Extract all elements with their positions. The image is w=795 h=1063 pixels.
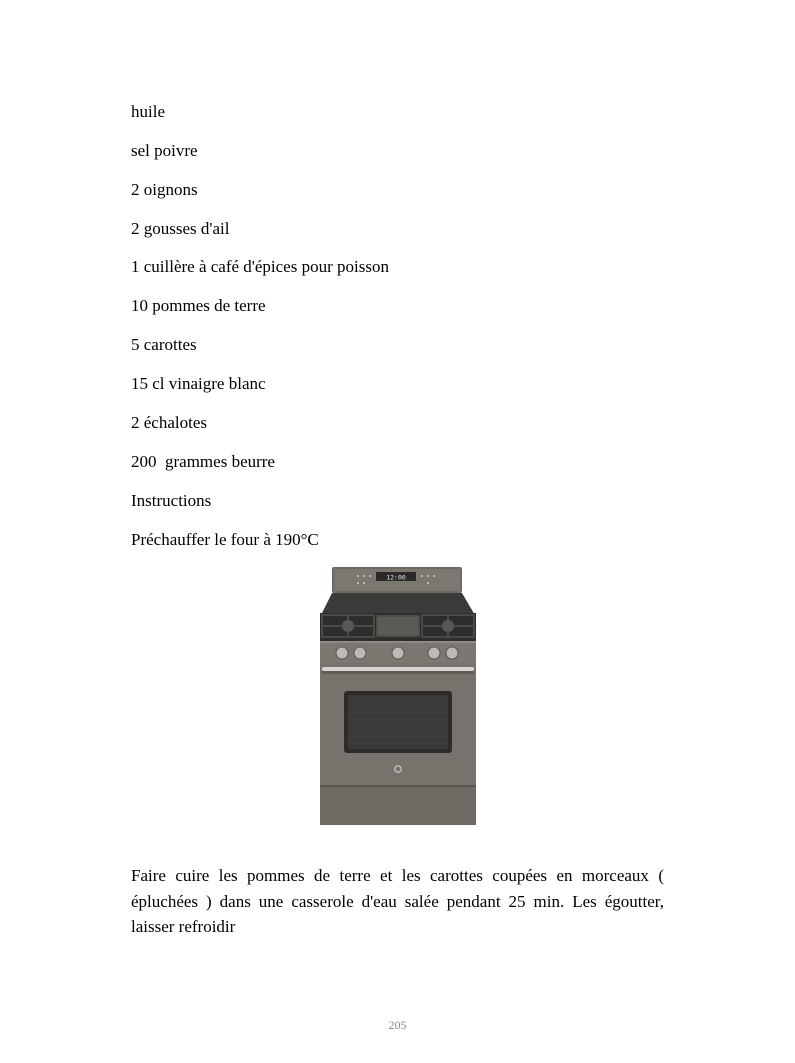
ingredient-line: 1 cuillère à café d'épices pour poisson — [131, 257, 389, 276]
ingredient-line: 2 échalotes — [131, 413, 207, 432]
page-number: 205 — [388, 1018, 407, 1032]
ingredient-line: 2 gousses d'ail — [131, 219, 230, 238]
ingredient-line: huile — [131, 102, 165, 121]
ingredient-line: sel poivre — [131, 141, 198, 160]
ingredient-line: 10 pommes de terre — [131, 296, 266, 315]
ingredient-line: 5 carottes — [131, 335, 197, 354]
ingredient-line: 15 cl vinaigre blanc — [131, 374, 266, 393]
instructions-heading: Instructions — [131, 491, 212, 510]
instruction-step: Préchauffer le four à 190°C — [131, 530, 319, 549]
ingredient-line: 2 oignons — [131, 180, 198, 199]
oven-clock-display: 12:00 — [386, 573, 406, 582]
instruction-paragraph: Faire cuire les pommes de terre et les carottes coupées en morceaux ( épluchées ) dans une casserole d'eau salée pendant 25 min. Les égoutter, laisser refroidir — [131, 866, 664, 936]
oven-range-image — [318, 565, 478, 827]
ingredient-line: 200 grammes beurre — [131, 452, 275, 471]
